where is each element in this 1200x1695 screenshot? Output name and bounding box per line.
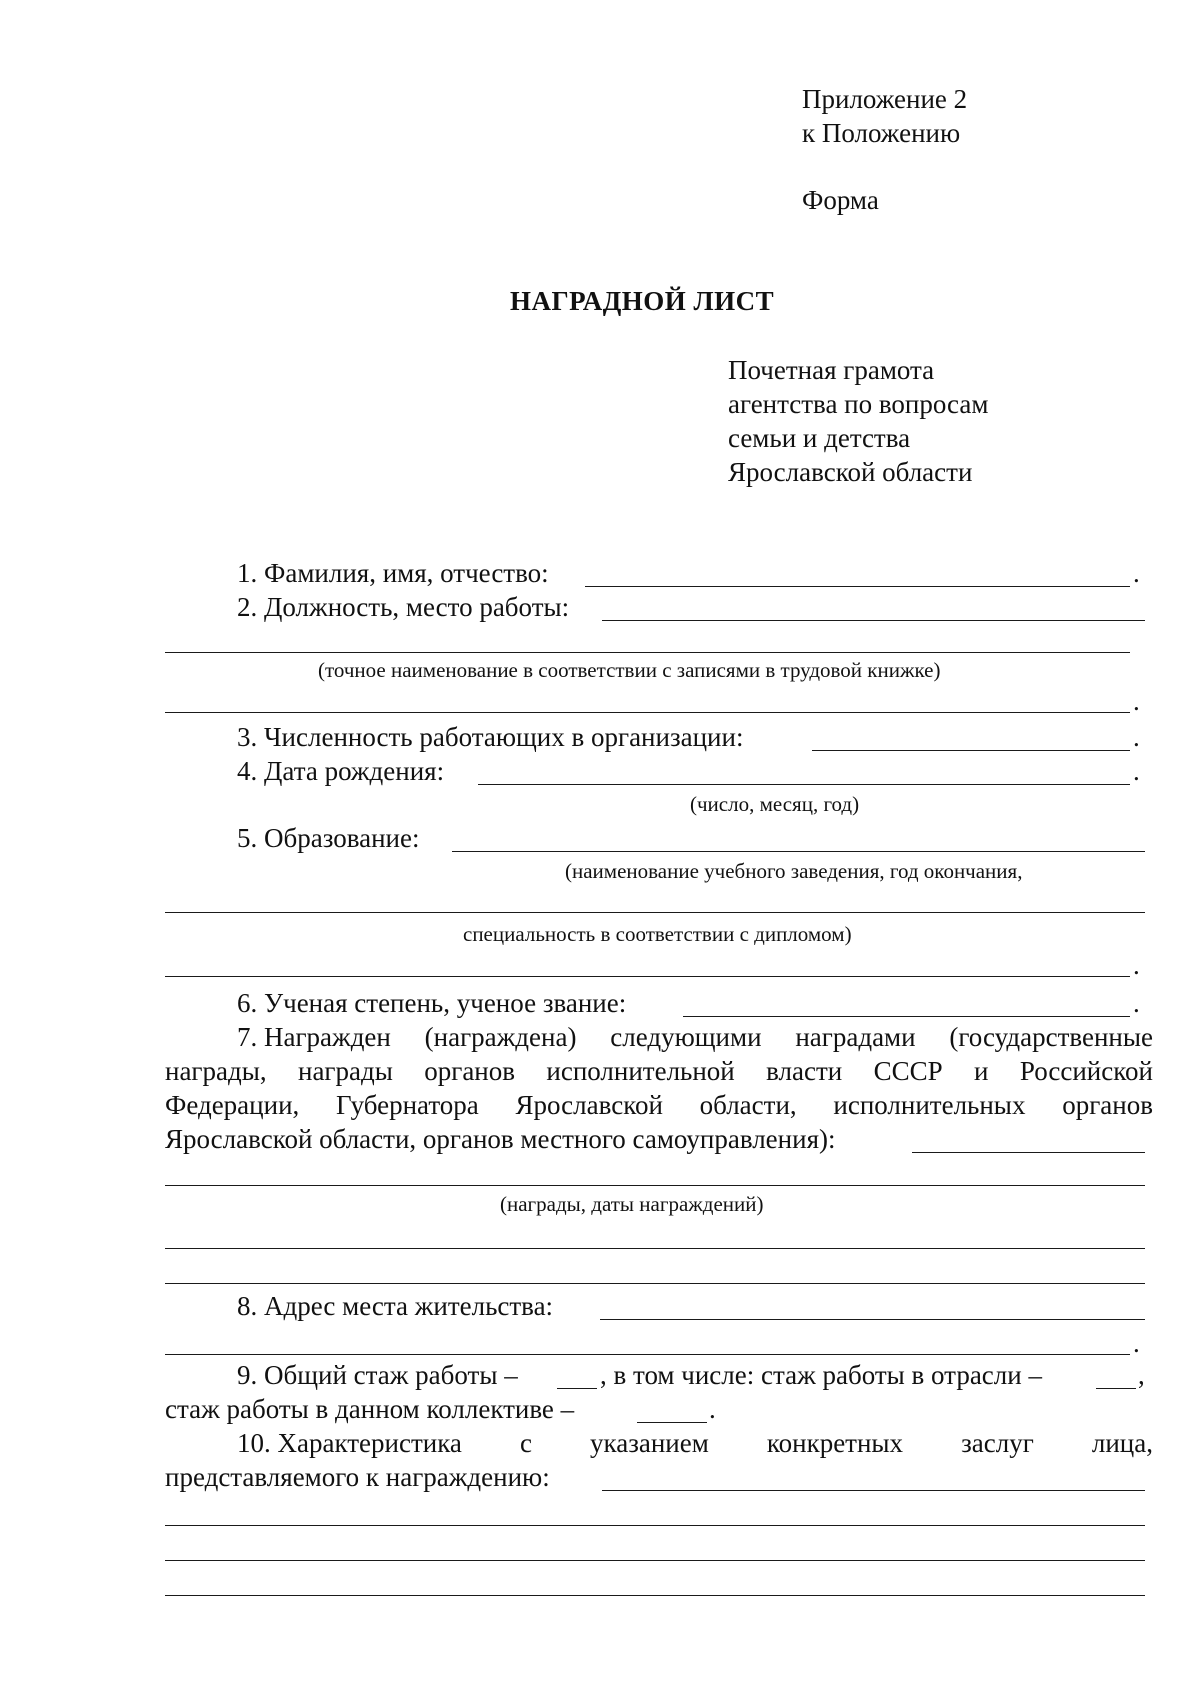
award-line-4: Ярославской области (728, 457, 973, 487)
field-9-label-b: , в том числе: стаж работы в отрасли – (600, 1360, 1042, 1390)
field-7-line-2-answer[interactable] (165, 1185, 1145, 1186)
field-9-label-c: стаж работы в данном коллективе – (165, 1394, 575, 1424)
field-10-line-1: 10. Характеристика с указанием конкретных заслуг лица, (237, 1428, 1153, 1458)
field-2-line-2[interactable] (165, 652, 1130, 653)
field-9-total-line[interactable] (557, 1388, 597, 1389)
field-3-label: 3. Численность работающих в организации: (237, 722, 744, 752)
field-8-line-2[interactable] (165, 1354, 1130, 1355)
to-regulation-label: к Положению (802, 118, 961, 148)
form-label: Форма (802, 185, 879, 215)
field-5-hint-2: специальность в соответствии с дипломом) (463, 922, 852, 946)
field-9-label: 9. Общий стаж работы – (237, 1360, 518, 1390)
field-6-line[interactable] (683, 1016, 1130, 1017)
field-4-period: . (1133, 756, 1140, 786)
field-10-answer-line-2[interactable] (165, 1525, 1145, 1526)
award-line-1: Почетная грамота (728, 355, 935, 385)
field-2-hint: (точное наименование в соответствии с записями в трудовой книжке) (318, 658, 941, 682)
field-9-team-line[interactable] (637, 1422, 707, 1423)
field-2-line[interactable] (602, 620, 1145, 621)
field-7-line-4: Ярославской области, органов местного самоуправления): (165, 1124, 836, 1154)
field-7-line-2: награды, награды органов исполнительной власти СССР и Российской (165, 1056, 1153, 1086)
field-5-line[interactable] (452, 851, 1145, 852)
field-9-comma: , (1138, 1360, 1145, 1390)
field-2-period: . (1133, 686, 1140, 716)
field-7-hint: (награды, даты награждений) (500, 1192, 764, 1216)
field-1-line[interactable] (585, 586, 1130, 587)
field-7-line-3-answer[interactable] (165, 1248, 1145, 1249)
field-7-answer-line[interactable] (912, 1152, 1145, 1153)
field-5-line-2[interactable] (165, 912, 1145, 913)
field-1-label: 1. Фамилия, имя, отчество: (237, 558, 549, 588)
field-2-line-3[interactable] (165, 712, 1130, 713)
appendix-label: Приложение 2 (802, 84, 968, 114)
field-4-line[interactable] (478, 784, 1130, 785)
field-10-line-2: представляемого к награждению: (165, 1462, 550, 1492)
field-8-label: 8. Адрес места жительства: (237, 1291, 554, 1321)
field-5-period: . (1133, 950, 1140, 980)
field-5-hint-1: (наименование учебного заведения, год окончания, (565, 859, 1023, 883)
award-line-2: агентства по вопросам (728, 389, 989, 419)
field-7-line-1: 7. Награжден (награждена) следующими наградами (государственные (237, 1022, 1153, 1052)
field-7-line-4-answer[interactable] (165, 1283, 1145, 1284)
field-1-period: . (1133, 558, 1140, 588)
field-3-period: . (1133, 722, 1140, 752)
field-2-label: 2. Должность, место работы: (237, 592, 570, 622)
field-6-period: . (1133, 988, 1140, 1018)
field-10-answer-line[interactable] (602, 1490, 1145, 1491)
field-8-period: . (1133, 1328, 1140, 1358)
field-8-line[interactable] (600, 1319, 1145, 1320)
field-5-label: 5. Образование: (237, 823, 420, 853)
field-10-answer-line-3[interactable] (165, 1560, 1145, 1561)
document-title: НАГРАДНОЙ ЛИСТ (510, 286, 775, 316)
field-5-line-3[interactable] (165, 976, 1130, 977)
field-3-line[interactable] (812, 750, 1130, 751)
field-4-label: 4. Дата рождения: (237, 756, 445, 786)
field-9-period: . (709, 1394, 716, 1424)
field-4-hint: (число, месяц, год) (690, 792, 860, 816)
field-9-industry-line[interactable] (1096, 1388, 1136, 1389)
field-7-line-3: Федерации, Губернатора Ярославской области, исполнительных органов (165, 1090, 1153, 1120)
field-6-label: 6. Ученая степень, ученое звание: (237, 988, 627, 1018)
field-10-answer-line-4[interactable] (165, 1595, 1145, 1596)
award-line-3: семьи и детства (728, 423, 911, 453)
